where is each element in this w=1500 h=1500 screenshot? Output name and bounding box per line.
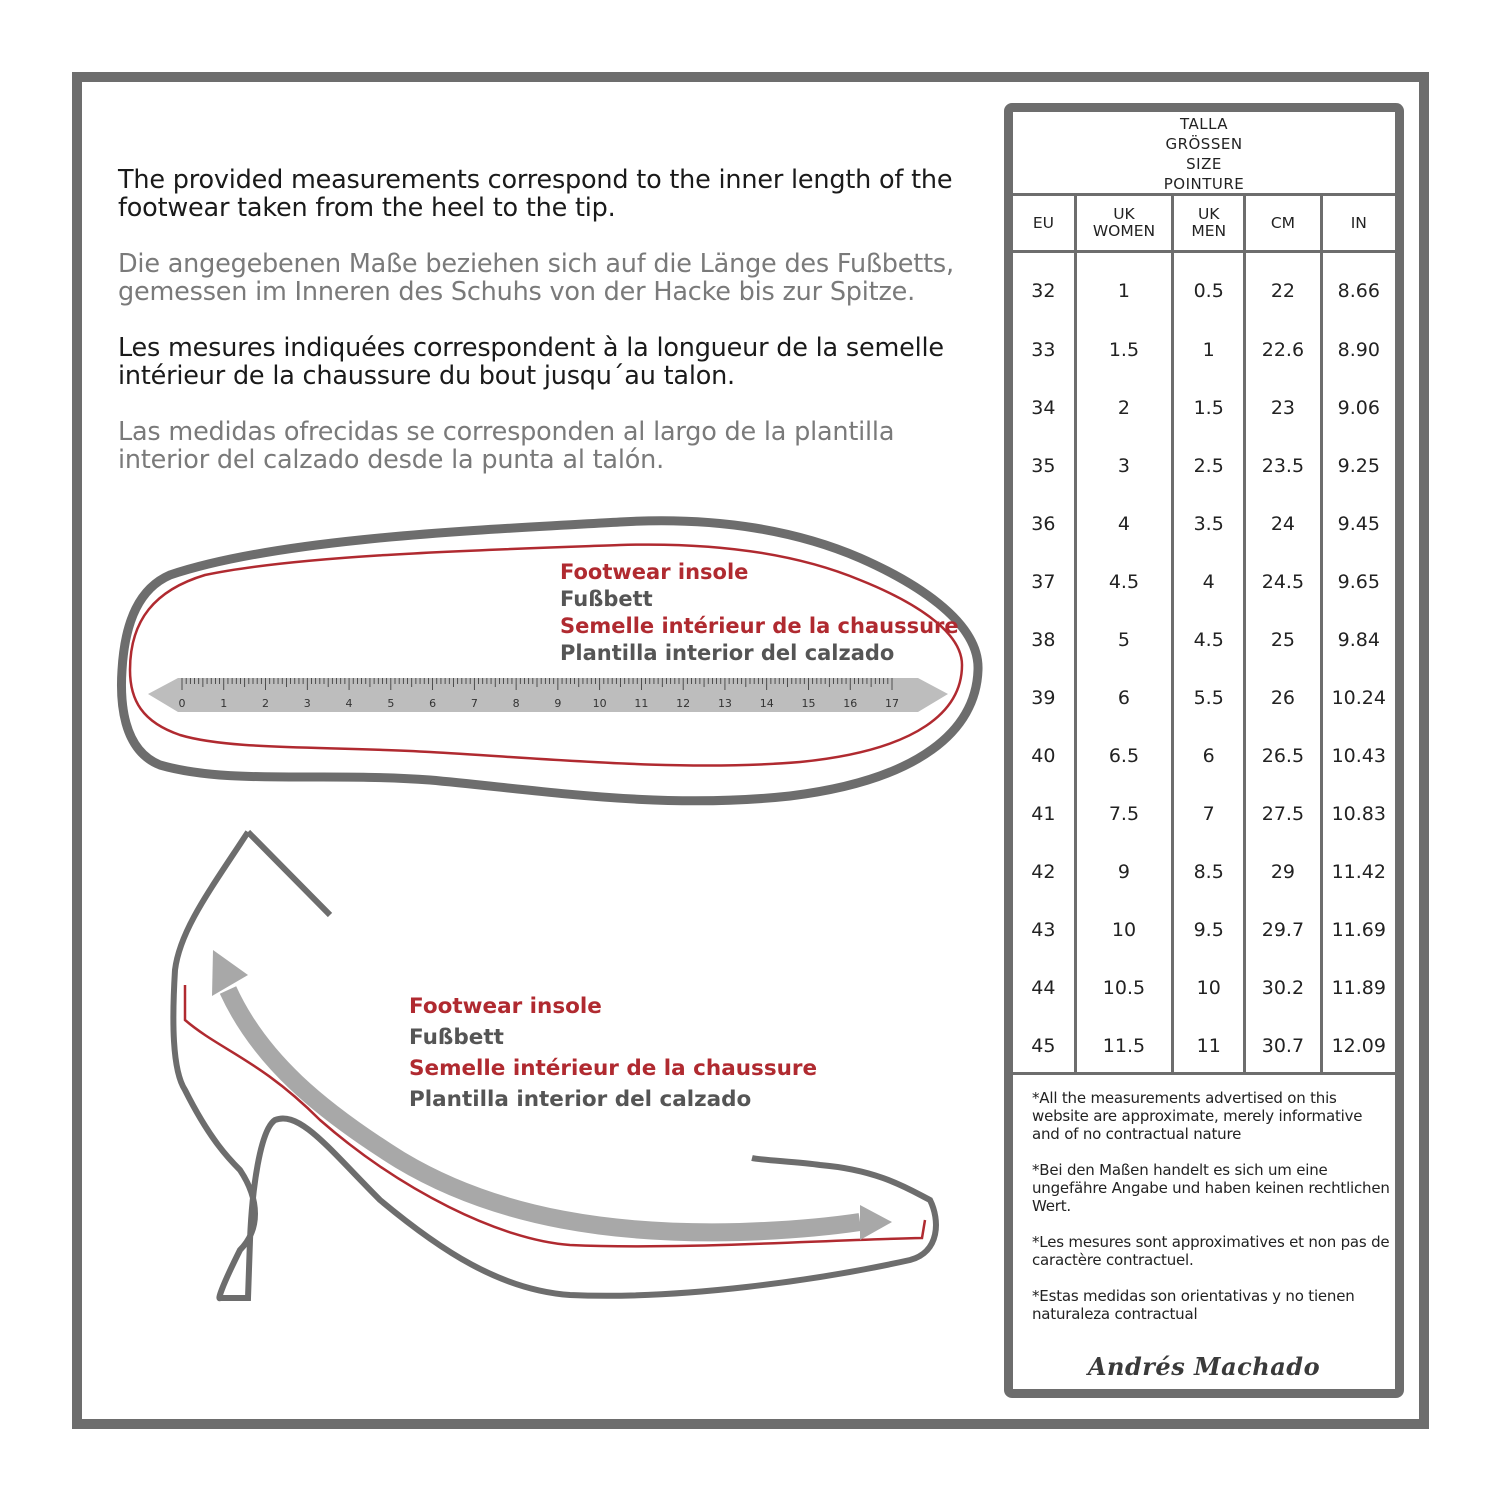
ruler-number: 14 <box>759 697 774 710</box>
cell-eu: 33 <box>1013 321 1075 379</box>
header-uk-women-line1: UK <box>1113 205 1135 223</box>
ruler-number: 11 <box>634 697 649 710</box>
cell-in: 9.06 <box>1337 397 1380 419</box>
table-row <box>1013 843 1395 901</box>
cell-uk-men: 0.5 <box>1173 252 1245 322</box>
size-table-box <box>1004 103 1404 1398</box>
cell-in: 11.89 <box>1331 977 1386 999</box>
label-es-bottom: Plantilla interior del calzado <box>409 1087 752 1112</box>
cell-uk-women: 2 <box>1075 379 1172 437</box>
cell-cm: 26 <box>1245 669 1321 727</box>
paragraph-en: The provided measurements correspond to the inner length of the footwear taken from the heel to the tip. <box>118 165 953 223</box>
label-de-bottom: Fußbett <box>409 1025 504 1050</box>
ruler-number: 10 <box>592 697 607 710</box>
cell-eu: 36 <box>1013 495 1075 553</box>
table-row <box>1013 901 1395 959</box>
cell-eu: 38 <box>1013 611 1075 669</box>
title-line-es: TALLA <box>1179 115 1229 133</box>
cell-uk-men: 9.5 <box>1173 901 1245 959</box>
header-uk-men-line1: UK <box>1197 205 1220 223</box>
header-in: IN <box>1321 196 1395 252</box>
cell-uk-men: 2.5 <box>1173 437 1245 495</box>
cell-eu: 34 <box>1013 379 1075 437</box>
cell-cm: 24.5 <box>1245 553 1321 611</box>
note-de: *Bei den Maßen handelt es sich um eine ungefähre Angabe und haben keinen rechtlichen Wert. <box>1032 1161 1390 1215</box>
cell-in: 10.43 <box>1331 745 1386 767</box>
table-title <box>1013 112 1395 196</box>
header-uk-women-line2: WOMEN <box>1092 222 1156 240</box>
ruler-number: 4 <box>345 697 353 710</box>
cell-uk-men: 7 <box>1173 785 1245 843</box>
cell-cm: 23.5 <box>1245 437 1321 495</box>
brand-logo: Andrés Machado <box>1087 1352 1321 1381</box>
note-en: *All the measurements advertised on this website are approximate, merely informative and of no contractual nature <box>1032 1089 1363 1143</box>
ruler-number: 8 <box>512 697 520 710</box>
table-header-row <box>1013 196 1395 252</box>
cell-uk-women: 1.5 <box>1075 321 1172 379</box>
cell-uk-men: 4.5 <box>1173 611 1245 669</box>
ruler-number: 16 <box>843 697 858 710</box>
ruler-number: 12 <box>676 697 691 710</box>
size-table <box>1013 196 1395 1075</box>
arrow-head-toe <box>860 1205 892 1240</box>
title-line-de: GRÖSSEN <box>1165 135 1243 153</box>
cell-in: 11.42 <box>1331 861 1386 883</box>
table-row <box>1013 669 1395 727</box>
cell-uk-women: 7.5 <box>1075 785 1172 843</box>
cell-uk-men: 10 <box>1173 959 1245 1017</box>
cell-uk-men: 1 <box>1173 321 1245 379</box>
cell-in: 9.45 <box>1337 513 1380 535</box>
cell-cm: 26.5 <box>1245 727 1321 785</box>
cell-uk-women: 6.5 <box>1075 727 1172 785</box>
cell-uk-women: 10 <box>1075 901 1172 959</box>
cell-uk-women: 4.5 <box>1075 553 1172 611</box>
cell-eu: 43 <box>1013 901 1075 959</box>
table-row <box>1013 495 1395 553</box>
paragraph-es: Las medidas ofrecidas se corresponden al largo de la plantilla interior del calzado desde la punta al talón. <box>118 417 895 475</box>
cell-uk-men: 5.5 <box>1173 669 1245 727</box>
cell-uk-women: 4 <box>1075 495 1172 553</box>
cell-cm: 23 <box>1245 379 1321 437</box>
cell-eu: 35 <box>1013 437 1075 495</box>
cell-cm: 30.2 <box>1245 959 1321 1017</box>
table-row <box>1013 959 1395 1017</box>
cell-uk-women: 5 <box>1075 611 1172 669</box>
cell-in: 10.24 <box>1331 687 1386 709</box>
cell-in: 9.25 <box>1337 455 1380 477</box>
note-fr: *Les mesures sont approximatives et non pas de caractère contractuel. <box>1032 1233 1390 1269</box>
header-cm: CM <box>1245 196 1321 252</box>
cell-in: 8.90 <box>1337 339 1380 361</box>
table-row <box>1013 611 1395 669</box>
title-line-fr: POINTURE <box>1163 175 1245 193</box>
cell-eu: 32 <box>1013 252 1075 322</box>
ruler-number: 9 <box>554 697 562 710</box>
cell-cm: 29 <box>1245 843 1321 901</box>
cell-uk-women: 6 <box>1075 669 1172 727</box>
cell-uk-men: 11 <box>1173 1017 1245 1075</box>
cell-uk-men: 3.5 <box>1173 495 1245 553</box>
insole-diagram <box>100 500 1000 1340</box>
header-uk-women <box>1075 196 1172 252</box>
cell-cm: 27.5 <box>1245 785 1321 843</box>
cell-cm: 29.7 <box>1245 901 1321 959</box>
cell-eu: 45 <box>1013 1017 1075 1075</box>
cell-cm: 30.7 <box>1245 1017 1321 1075</box>
cell-uk-women: 3 <box>1075 437 1172 495</box>
header-uk-men-line2: MEN <box>1191 222 1227 240</box>
cell-eu: 39 <box>1013 669 1075 727</box>
cell-uk-men: 4 <box>1173 553 1245 611</box>
table-row <box>1013 437 1395 495</box>
label-en-bottom: Footwear insole <box>409 994 602 1019</box>
ruler-number: 5 <box>387 697 395 710</box>
cell-eu: 41 <box>1013 785 1075 843</box>
table-row <box>1013 379 1395 437</box>
cell-in: 9.65 <box>1337 571 1380 593</box>
ruler-number: 15 <box>801 697 816 710</box>
cell-in: 8.66 <box>1337 280 1380 302</box>
paragraph-fr: Les mesures indiquées correspondent à la longueur de la semelle intérieur de la chaussure du bout jusqu´au talon. <box>118 333 944 391</box>
ruler-number: 13 <box>717 697 732 710</box>
header-eu: EU <box>1013 196 1075 252</box>
paragraph-de: Die angegebenen Maße beziehen sich auf die Länge des Fußbetts, gemessen im Inneren des Schuhs von der Hacke bis zur Spitze. <box>118 249 954 307</box>
cell-uk-men: 8.5 <box>1173 843 1245 901</box>
label-es-top: Plantilla interior del calzado <box>560 641 895 665</box>
cell-eu: 40 <box>1013 727 1075 785</box>
ruler-number: 1 <box>220 697 228 710</box>
label-fr-top: Semelle intérieur de la chaussure <box>560 614 959 638</box>
cell-in: 12.09 <box>1331 1035 1386 1057</box>
table-row <box>1013 553 1395 611</box>
disclaimer-notes <box>1032 1089 1392 1341</box>
insole-label-top <box>560 559 959 667</box>
ruler-number: 7 <box>470 697 478 710</box>
label-de-top: Fußbett <box>560 587 653 611</box>
cell-uk-women: 1 <box>1075 252 1172 322</box>
cell-eu: 42 <box>1013 843 1075 901</box>
cell-in: 9.84 <box>1337 629 1380 651</box>
table-row <box>1013 727 1395 785</box>
title-line-en: SIZE <box>1186 155 1222 173</box>
label-fr-bottom: Semelle intérieur de la chaussure <box>409 1056 818 1081</box>
cell-eu: 44 <box>1013 959 1075 1017</box>
cell-cm: 25 <box>1245 611 1321 669</box>
cell-uk-men: 6 <box>1173 727 1245 785</box>
table-row <box>1013 321 1395 379</box>
ruler-number: 2 <box>262 697 270 710</box>
cell-in: 11.69 <box>1331 919 1386 941</box>
cell-uk-women: 9 <box>1075 843 1172 901</box>
cell-eu: 37 <box>1013 553 1075 611</box>
ruler-number: 0 <box>178 697 186 710</box>
table-divider <box>1013 1072 1395 1075</box>
ruler-number: 6 <box>429 697 437 710</box>
cell-uk-women: 11.5 <box>1075 1017 1172 1075</box>
note-es: *Estas medidas son orientativas y no tienen naturaleza contractual <box>1032 1287 1355 1323</box>
table-body <box>1013 252 1395 1076</box>
table-row <box>1013 1017 1395 1075</box>
cell-cm: 22.6 <box>1245 321 1321 379</box>
label-en-top: Footwear insole <box>560 560 749 584</box>
insole-label-bottom <box>409 991 817 1115</box>
cell-uk-men: 1.5 <box>1173 379 1245 437</box>
ruler-number: 17 <box>885 697 899 710</box>
cell-in: 10.83 <box>1331 803 1386 825</box>
table-row <box>1013 252 1395 322</box>
cell-uk-women: 10.5 <box>1075 959 1172 1017</box>
cell-cm: 22 <box>1245 252 1321 322</box>
ruler-number: 3 <box>303 697 311 710</box>
table-row <box>1013 785 1395 843</box>
cell-cm: 24 <box>1245 495 1321 553</box>
ruler <box>148 678 948 712</box>
header-uk-men <box>1173 196 1245 252</box>
